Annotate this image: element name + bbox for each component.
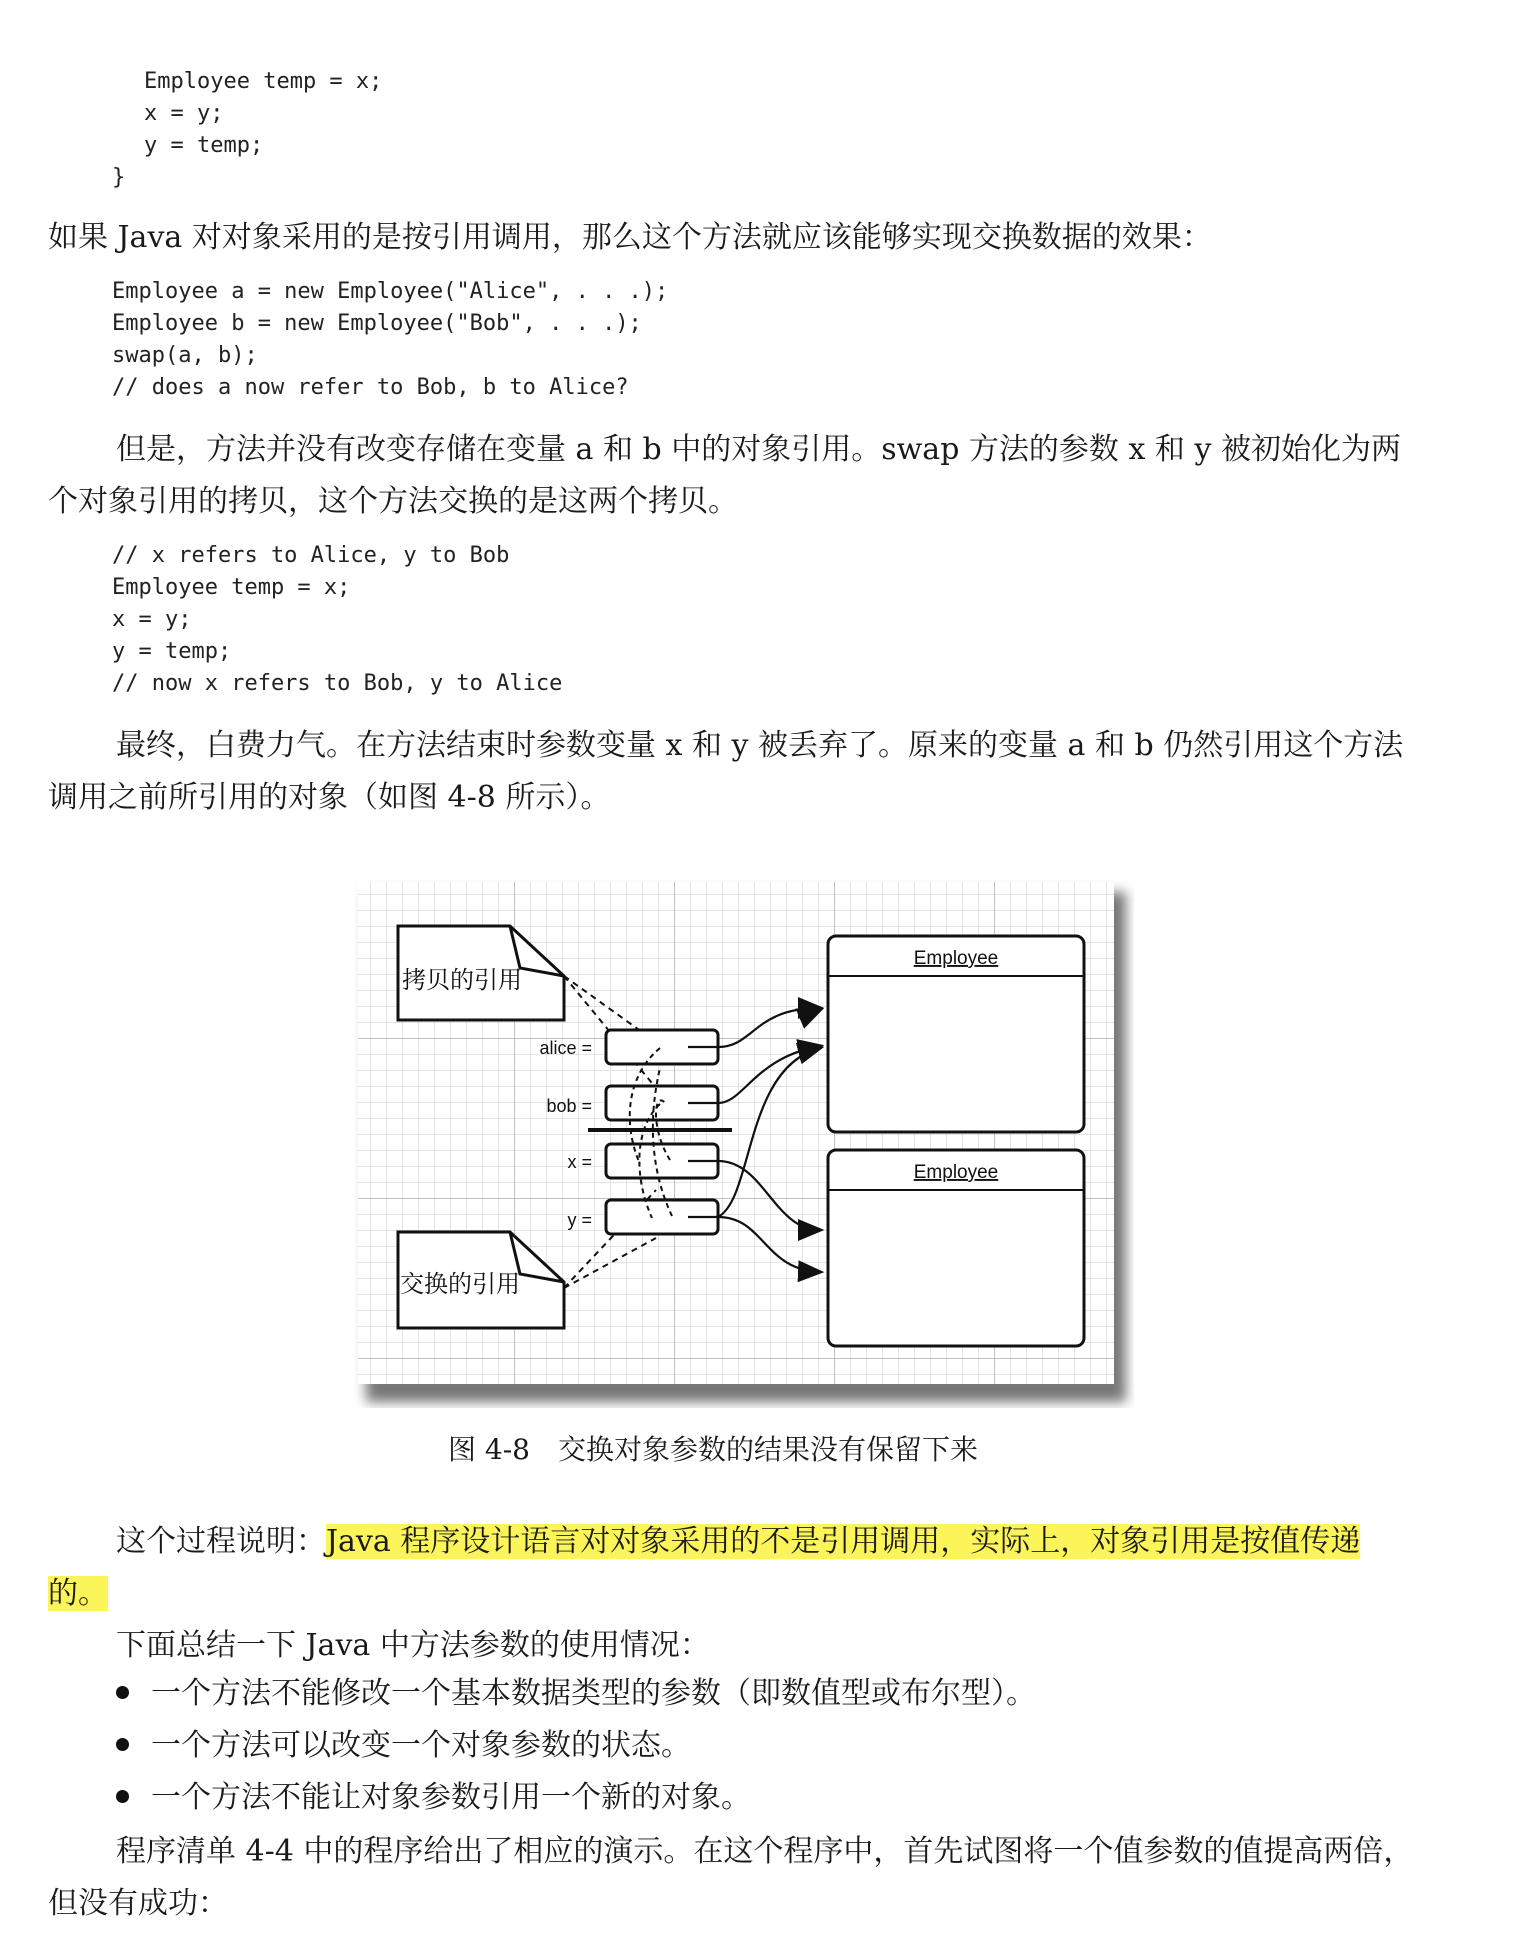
code-line: swap(a, b); [112, 343, 258, 368]
code-line: y = temp; [112, 639, 232, 664]
code-block-1 [112, 66, 383, 194]
employee-title-2: Employee [913, 1162, 999, 1183]
bullet-text: 一个方法不能让对象参数引用一个新的对象。 [151, 1780, 751, 1815]
code-line: Employee b = new Employee("Bob", . . .); [112, 311, 642, 336]
figure-4-8-diagram [354, 878, 1134, 1408]
paragraph-4 [48, 1516, 1418, 1620]
bullet-dot [116, 1790, 129, 1803]
bullet-item [116, 1776, 751, 1820]
var-label-alice: alice = [539, 1038, 592, 1058]
note-copy-label: 拷贝的引用 [402, 966, 522, 994]
code-line: Employee temp = x; [112, 575, 351, 600]
paragraph-6: 程序清单 4-4 中的程序给出了相应的演示。在这个程序中，首先试图将一个值参数的值提高两倍，但没有成功： [48, 1834, 1414, 1921]
code-line: Employee temp = x; [144, 69, 383, 94]
figure-caption: 图 4-8 交换对象参数的结果没有保留下来 [448, 1433, 978, 1466]
bullet-dot [116, 1686, 129, 1699]
note-swap-label: 交换的引用 [400, 1270, 520, 1298]
bullet-dot [116, 1738, 129, 1751]
var-label-y: y = [567, 1210, 592, 1230]
code-line: // now x refers to Bob, y to Alice [112, 671, 563, 696]
code-block-3 [112, 540, 562, 700]
bullet-item [116, 1724, 691, 1768]
code-block-2 [112, 276, 668, 404]
paragraph-3: 最终，白费力气。在方法结束时参数变量 x 和 y 被丢弃了。原来的变量 a 和 b 仍然引用这个方法调用之前所引用的对象（如图 4-8 所示）。 [48, 728, 1404, 815]
code-line: y = temp; [144, 133, 264, 158]
var-label-x: x = [567, 1152, 592, 1172]
code-line: x = y; [112, 607, 192, 632]
bullet-text: 一个方法可以改变一个对象参数的状态。 [151, 1728, 691, 1763]
paragraph-1: 如果 Java 对对象采用的是按引用调用，那么这个方法就应该能够实现交换数据的效果： [48, 220, 1212, 255]
employee-object-2 [828, 1150, 1084, 1346]
bullet-item [116, 1672, 1036, 1716]
paragraph-5: 下面总结一下 Java 中方法参数的使用情况： [116, 1628, 710, 1663]
var-label-bob: bob = [546, 1096, 592, 1116]
paragraph-2: 但是，方法并没有改变存储在变量 a 和 b 中的对象引用。swap 方法的参数 x 和 y 被初始化为两个对象引用的拷贝，这个方法交换的是这两个拷贝。 [48, 432, 1401, 519]
employee-title-1: Employee [913, 948, 999, 969]
code-line: // x refers to Alice, y to Bob [112, 543, 510, 568]
employee-object-1 [828, 936, 1084, 1132]
code-line: Employee a = new Employee("Alice", . . .); [112, 279, 669, 304]
paragraph-4-lead: 这个过程说明： [116, 1524, 326, 1559]
code-line: x = y; [144, 101, 224, 126]
highlighted-text: Java 程序设计语言对对象采用的不是引用调用，实际上，对象引用是按值传递的。 [48, 1524, 1361, 1611]
code-line: // does a now refer to Bob, b to Alice? [112, 375, 629, 400]
bullet-text: 一个方法不能修改一个基本数据类型的参数（即数值型或布尔型）。 [151, 1676, 1036, 1711]
code-line: } [112, 165, 126, 190]
